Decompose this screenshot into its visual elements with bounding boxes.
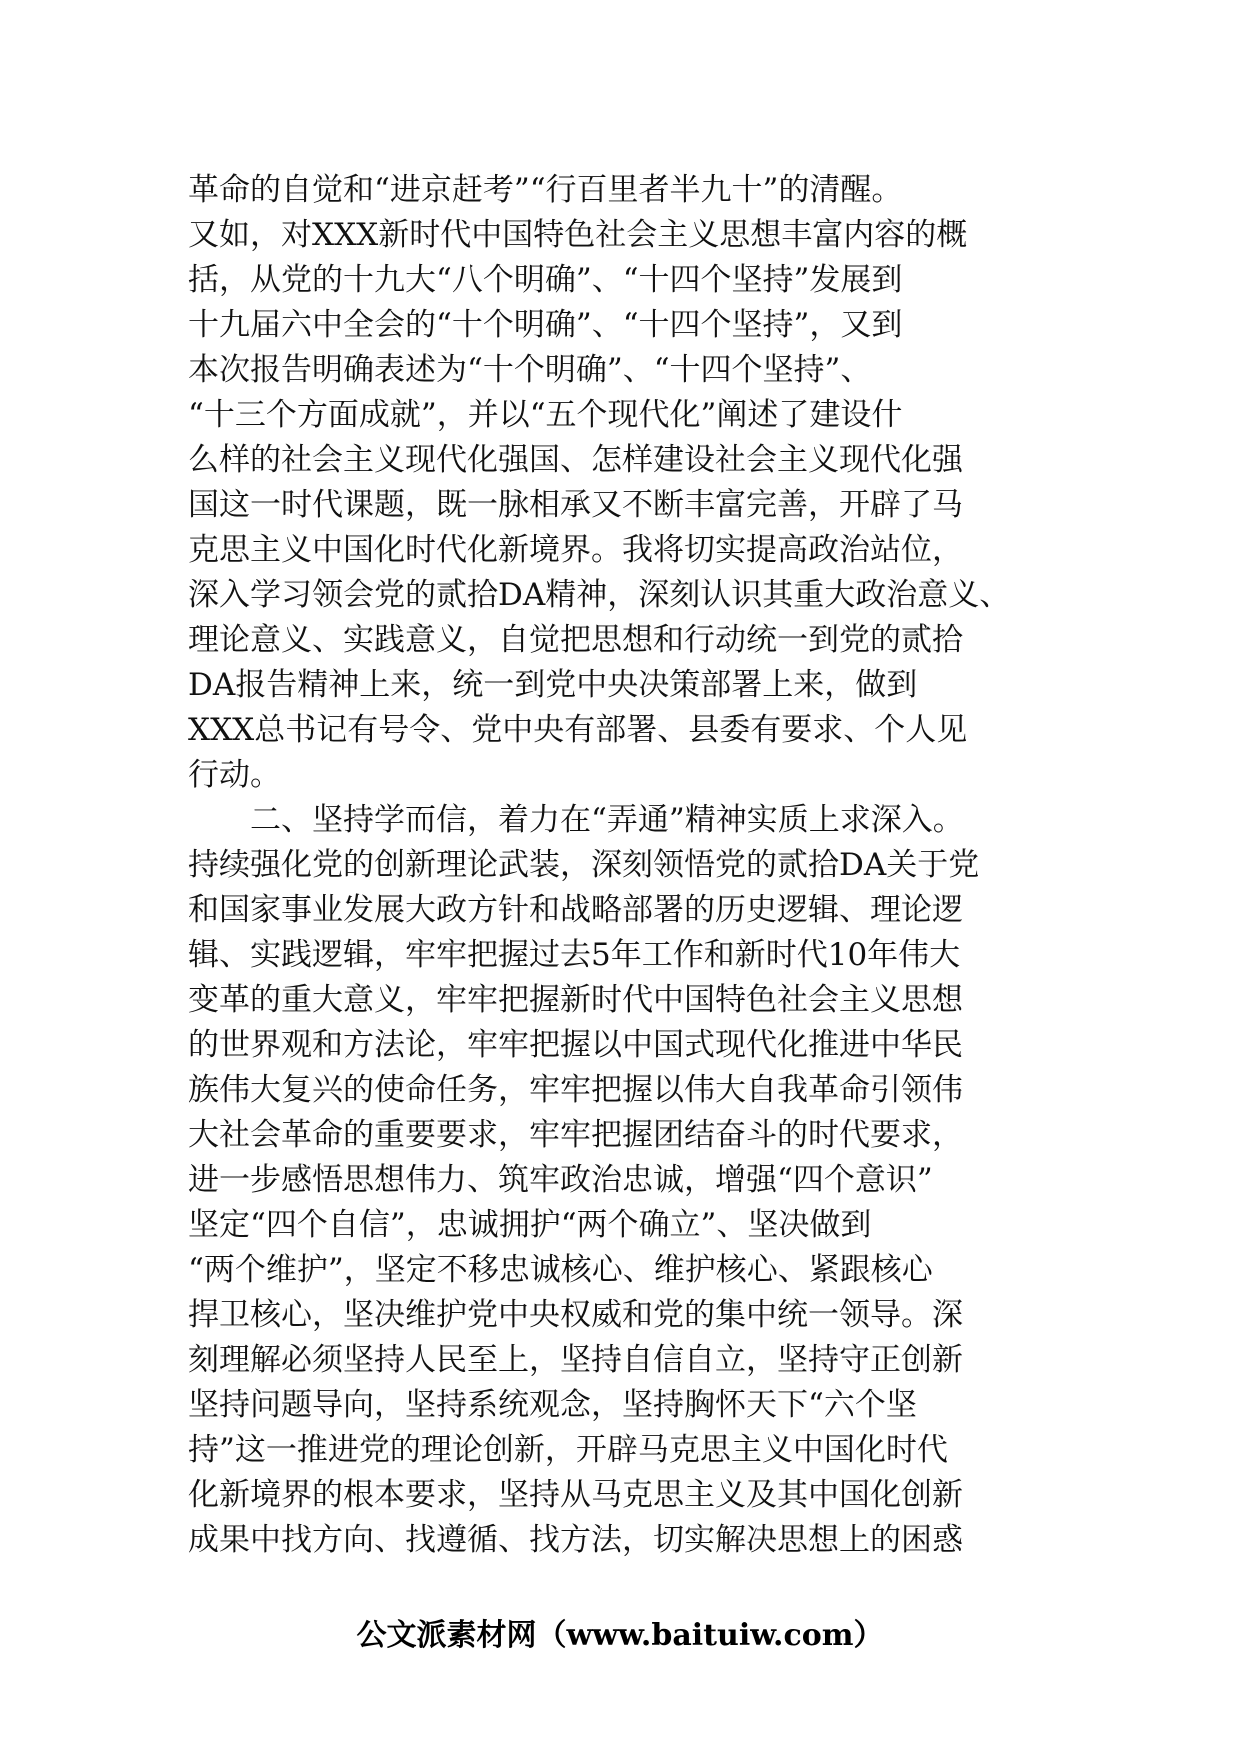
text-line: “两个维护”，坚定不移忠诚核心、维护核心、紧跟核心 <box>188 1252 933 1288</box>
text-line: 持”这一推进党的理论创新，开辟马克思主义中国化时代 <box>188 1432 948 1468</box>
text-line: “十三个方面成就”，并以“五个现代化”阐述了建设什 <box>188 397 903 433</box>
text-line: 持续强化党的创新理论武装，深刻领悟党的贰拾DA关于党 <box>188 847 980 883</box>
text-line: 革命的自觉和“进京赶考”“行百里者半九十”的清醒。 <box>188 172 903 208</box>
text-line: 行动。 <box>188 757 281 793</box>
text-line: 变革的重大意义，牢牢把握新时代中国特色社会主义思想 <box>188 982 963 1018</box>
text-line: XXX总书记有号令、党中央有部署、县委有要求、个人见 <box>188 712 968 748</box>
page-footer-source: 公文派素材网（www.baituiw.com） <box>356 1618 884 1653</box>
text-line: 进一步感悟思想伟力、筑牢政治忠诚，增强“四个意识” <box>188 1162 933 1198</box>
text-line: 么样的社会主义现代化强国、怎样建设社会主义现代化强 <box>188 442 963 478</box>
text-line: 刻理解必须坚持人民至上，坚持自信自立，坚持守正创新 <box>188 1342 963 1378</box>
text-line: 化新境界的根本要求，坚持从马克思主义及其中国化创新 <box>188 1477 963 1513</box>
document-body <box>188 168 1068 1563</box>
text-line: 坚定“四个自信”，忠诚拥护“两个确立”、坚决做到 <box>188 1207 872 1243</box>
text-line: 深入学习领会党的贰拾DA精神，深刻认识其重大政治意义、 <box>188 577 1011 613</box>
text-line: 辑、实践逻辑，牢牢把握过去5年工作和新时代10年伟大 <box>188 937 961 973</box>
text-line: 国这一时代课题，既一脉相承又不断丰富完善，开辟了马 <box>188 487 963 523</box>
text-line: 和国家事业发展大政方针和战略部署的历史逻辑、理论逻 <box>188 892 963 928</box>
text-line: DA报告精神上来，统一到党中央决策部署上来，做到 <box>188 667 918 703</box>
text-line: 成果中找方向、找遵循、找方法，切实解决思想上的困惑 <box>188 1522 963 1558</box>
text-line: 克思主义中国化时代化新境界。我将切实提高政治站位， <box>188 532 963 568</box>
text-line: 本次报告明确表述为“十个明确”、“十四个坚持”、 <box>188 352 872 388</box>
text-line: 又如，对XXX新时代中国特色社会主义思想丰富内容的概 <box>188 217 968 253</box>
text-line: 十九届六中全会的“十个明确”、“十四个坚持”，又到 <box>188 307 903 343</box>
text-line: 大社会革命的重要要求，牢牢把握团结奋斗的时代要求， <box>188 1117 963 1153</box>
text-line: 括，从党的十九大“八个明确”、“十四个坚持”发展到 <box>188 262 903 298</box>
section-heading-line: 二、坚持学而信，着力在“弄通”精神实质上求深入。 <box>250 802 964 838</box>
text-line: 理论意义、实践意义，自觉把思想和行动统一到党的贰拾 <box>188 622 963 658</box>
text-line: 族伟大复兴的使命任务，牢牢把握以伟大自我革命引领伟 <box>188 1072 963 1108</box>
text-line: 坚持问题导向，坚持系统观念，坚持胸怀天下“六个坚 <box>188 1387 917 1423</box>
text-line: 捍卫核心，坚决维护党中央权威和党的集中统一领导。深 <box>188 1297 963 1333</box>
text-line: 的世界观和方法论，牢牢把握以中国式现代化推进中华民 <box>188 1027 963 1063</box>
